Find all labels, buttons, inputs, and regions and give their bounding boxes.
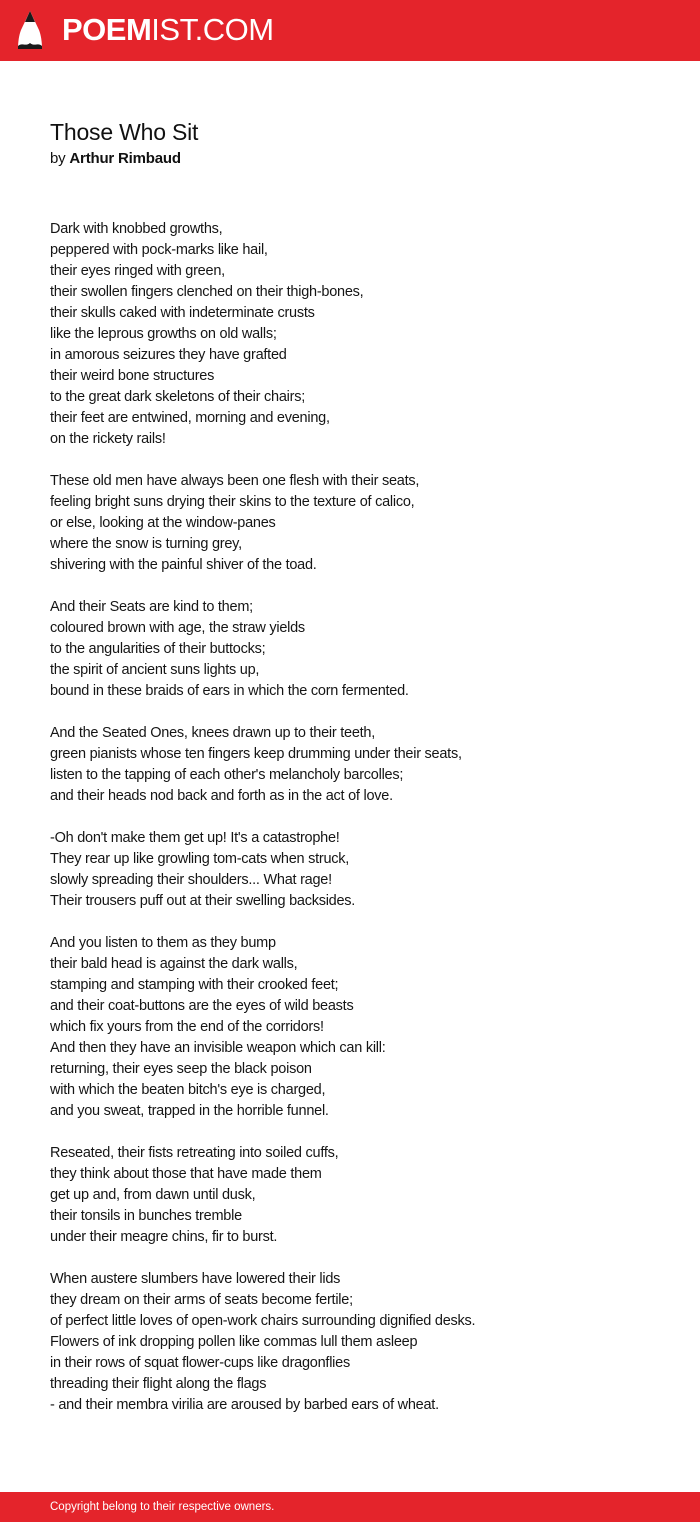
poem-line: their feet are entwined, morning and evening,	[50, 410, 330, 426]
poem-line: they dream on their arms of seats become fertile;	[50, 1292, 353, 1308]
poem-stanza	[50, 1269, 660, 1416]
poem-line: their skulls caked with indeterminate crusts	[50, 305, 315, 321]
poem-line: in amorous seizures they have grafted	[50, 347, 287, 363]
poem-line: their bald head is against the dark walls,	[50, 956, 298, 972]
poem-line: coloured brown with age, the straw yields	[50, 620, 305, 636]
poem-byline	[50, 148, 181, 170]
poem-line: slowly spreading their shoulders... What rage!	[50, 872, 332, 888]
site-header	[0, 0, 700, 61]
poem-line: and their heads nod back and forth as in the act of love.	[50, 788, 393, 804]
poem-line: feeling bright suns drying their skins to the texture of calico,	[50, 494, 415, 510]
poem-line: and you sweat, trapped in the horrible funnel.	[50, 1103, 329, 1119]
poem-line: And then they have an invisible weapon which can kill:	[50, 1040, 386, 1056]
by-label: by	[50, 150, 66, 167]
poem-line: These old men have always been one flesh with their seats,	[50, 473, 420, 489]
poem-line: which fix yours from the end of the corridors!	[50, 1019, 324, 1035]
poem-line: green pianists whose ten fingers keep drumming under their seats,	[50, 746, 462, 762]
poem-stanza	[50, 828, 660, 912]
poem-line: like the leprous growths on old walls;	[50, 326, 277, 342]
poem-body	[50, 219, 660, 1437]
poem-line: returning, their eyes seep the black poison	[50, 1061, 312, 1077]
poem-line: Flowers of ink dropping pollen like commas lull them asleep	[50, 1334, 418, 1350]
poem-line: get up and, from dawn until dusk,	[50, 1187, 256, 1203]
site-footer	[0, 1492, 700, 1522]
poem-line: Dark with knobbed growths,	[50, 221, 223, 237]
poem-line: they think about those that have made them	[50, 1166, 322, 1182]
poem-line: Their trousers puff out at their swelling backsides.	[50, 893, 356, 909]
poem-line: bound in these braids of ears in which the corn fermented.	[50, 683, 409, 699]
poem-line: where the snow is turning grey,	[50, 536, 242, 552]
poem-line: to the great dark skeletons of their chairs;	[50, 389, 305, 405]
poem-line: and their coat-buttons are the eyes of wild beasts	[50, 998, 354, 1014]
poem-line: of perfect little loves of open-work chairs surrounding dignified desks.	[50, 1313, 476, 1329]
poem-line: When austere slumbers have lowered their lids	[50, 1271, 341, 1287]
poem-line: to the angularities of their buttocks;	[50, 641, 266, 657]
poem-title: Those Who Sit	[50, 119, 199, 145]
poem-line: - and their membra virilia are aroused by barbed ears of wheat.	[50, 1397, 439, 1413]
poem-stanza	[50, 1143, 660, 1248]
poem-stanza	[50, 723, 660, 807]
poem-stanza	[50, 933, 660, 1122]
poem-line: listen to the tapping of each other's melancholy barcolles;	[50, 767, 404, 783]
poem-line: -Oh don't make them get up! It's a catastrophe!	[50, 830, 340, 846]
logo-brand-light: IST.COM	[151, 12, 274, 47]
poem-stanza	[50, 219, 660, 450]
poem-line: their eyes ringed with green,	[50, 263, 225, 279]
poem-line: their weird bone structures	[50, 368, 215, 384]
poem-line: shivering with the painful shiver of the toad.	[50, 557, 317, 573]
poem-line: with which the beaten bitch's eye is charged,	[50, 1082, 326, 1098]
poem-stanza	[50, 471, 660, 576]
poem-author: Arthur Rimbaud	[69, 150, 181, 167]
poem-line: the spirit of ancient suns lights up,	[50, 662, 260, 678]
poem-line: And their Seats are kind to them;	[50, 599, 253, 615]
poem-line: They rear up like growling tom-cats when struck,	[50, 851, 350, 867]
poem-line: their tonsils in bunches tremble	[50, 1208, 242, 1224]
poem-line: And the Seated Ones, knees drawn up to their teeth,	[50, 725, 375, 741]
poem-line: under their meagre chins, fir to burst.	[50, 1229, 278, 1245]
poem-line: Reseated, their fists retreating into soiled cuffs,	[50, 1145, 339, 1161]
poem-line: their swollen fingers clenched on their thigh-bones,	[50, 284, 364, 300]
pencil-tip-icon[interactable]	[17, 9, 43, 51]
poem-stanza	[50, 597, 660, 702]
poem-line: threading their flight along the flags	[50, 1376, 267, 1392]
site-logo-text[interactable]	[62, 11, 274, 49]
copyright-text: Copyright belong to their respective owners.	[50, 1501, 275, 1513]
logo-brand-bold: POEM	[62, 12, 152, 47]
poem-line: peppered with pock-marks like hail,	[50, 242, 268, 258]
poem-line: stamping and stamping with their crooked feet;	[50, 977, 339, 993]
poem-line: on the rickety rails!	[50, 431, 166, 447]
poem-line: or else, looking at the window-panes	[50, 515, 276, 531]
poem-line: in their rows of squat flower-cups like dragonflies	[50, 1355, 350, 1371]
poem-line: And you listen to them as they bump	[50, 935, 276, 951]
